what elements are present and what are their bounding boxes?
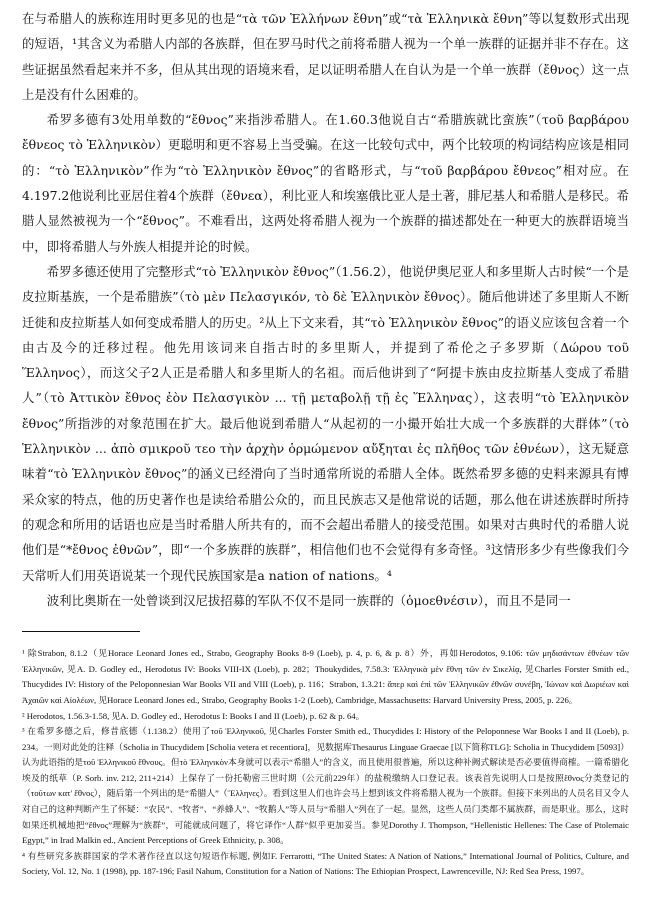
footnotes <box>22 646 629 880</box>
paragraph: 波利比奥斯在一处曾谈到汉尼拔招募的军队不仅不是同一族群的（ὁμοεθνέσιν），而且不是同一 <box>46 592 571 608</box>
footnote: ⁴ 有些研究多族群国家的学术著作径直以这句短语作标题, 例如F. Ferrarotti, “The United States: A Nation of Nations,” International Journal of Politics, Culture, and Society, Vol. 12, No. 1 (1998), pp. 187-196; Fasil Nahum, Constitution for a Nation of Nations: The Ethiopian Prospect, Lawrenceville, NJ: Red Sea Press, 1997。 <box>22 850 629 877</box>
main-text <box>22 6 629 613</box>
paragraph: 希罗多德还使用了完整形式“τὸ Ἑλληνικὸν ἔθνος”（1.56.2），他说伊奥尼亚人和多里斯人古时候“一个是皮拉斯基族，一个是希腊族”（τὸ μὲν Πελασγικόν, τὸ δὲ Ἑλληνικὸν ἔθνος）。随后他讲述了多里斯人不断迁徙和皮拉斯基人如何变成希腊人的历史。²从上下文来看，其“τὸ Ἑλληνικὸν ἔθνος”的语义应该包含着一个由古及今的迁移过程。他先用该词来自指古时的多里斯人，并提到了希伦之子多罗斯（Δώρου τοῦ Ἕλληνος），而这父子2人正是希腊人和多里斯人的名祖。而后他讲到了“阿提卡族由皮拉斯基人变成了希腊人”（τὸ Ἀττικὸν ἔθνος ἐὸν Πελασγικὸν ... τῇ μεταβολῇ τῇ ἐς Ἕλληνας），这表明“τὸ Ἑλληνικὸν ἔθνος”所指涉的对象范围在扩大。最后他说到希腊人“从起初的一小撮开始壮大成一个多族群的大群体”（τὸ Ἑλληνικὸν ... ἀπὸ σμικροῦ τεο τὴν ἀρχὴν ὁρμώμενον αὔξηται ἐς πλῆθος τῶν ἐθνέων），这无疑意味着“τὸ Ἑλληνικὸν ἔθνος”的涵义已经滑向了当时通常所说的希腊人全体。既然希罗多德的史料来源具有博采众家的特点，他的历史著作也是读给希腊公众的，而且民族志又是他常说的话题，那么他在讲述族群时所持的观念和所用的话语也应是当时希腊人所共有的，而不会超出希腊人的接受范围。如果对古典时代的希腊人说他们是“*ἔθνος ἐθνῶν”，即“一个多族群的族群”，相信他们也不会觉得有多奇怪。³这情形多少有些像我们今天常听人们用英语说某一个现代民族国家是a nation of nations。⁴ <box>22 263 629 583</box>
footnote-divider <box>22 631 140 632</box>
paragraph: 在与希腊人的族称连用时更多见的也是“τὰ τῶν Ἑλλήνων ἔθνη”或“τὰ Ἑλληνικὰ ἔθνη”等以复数形式出现的短语，¹其含义为希腊人内部的各族群，但在罗马时代之前将希腊人视为一个单一族群的证据并非不存在。这些证据虽然看起来并不多，但从其出现的语境来看，足以证明希腊人在自认为是一个单一族群（ἔθνος）这一点上是没有什么困难的。 <box>22 11 629 102</box>
paragraph: 希罗多德有3处用单数的“ἔθνος”来指涉希腊人。在1.60.3他说自古“希腊族就比蛮族”（τοῦ βαρβάρου ἔθνεος τὸ Ἑλληνικὸν）更聪明和更不容易上当受骗。在这一比较句式中，两个比较项的构词结构应该是相同的：“τὸ Ἑλληνικὸν”作为“τὸ Ἑλληνικὸν ἔθνος”的省略形式，与“τοῦ βαρβάρου ἔθνεος”相对应。在4.197.2他说利比亚居住着4个族群（ἔθνεα），利比亚人和埃塞俄比亚人是土著，腓尼基人和希腊人是移民。希腊人显然被视为一个“ἔθνος”。不难看出，这两处将希腊人视为一个族群的描述都处在一种更大的族群语境当中，即将希腊人与外族人相提并论的时候。 <box>22 112 629 254</box>
footnote: ² Herodotos, 1.56.3-1.58, 见A. D. Godley ed., Herodotus I: Books I and II (Loeb), p. 62 & p. 64。 <box>22 710 365 721</box>
footnote: ¹ 除Strabon, 8.1.2（见Horace Leonard Jones ed., Strabo, Geography Books 8-9 (Loeb), p. 4, p. 6, & p. 8）外，再如Herodotos, 9.106: τῶν μηδισάντων ἐθνέων τῶν Ἑλληνικῶν, 见A. D. Godley ed., Herodotus IV: Books VIII-IX (Loeb), p. 282；Thoukydides, 7.58.3: Ἑλληνικὰ μὲν ἔθνη τῶν ἐν Σικελίᾳ, 见Charles Forster Smith ed., Thucydides IV: History of the Peloponnesian War Books VII and VIII (Loeb), p. 116；Strabon, 1.3.21: ἅπερ καὶ ἐπὶ τῶν Ἑλληνικῶν ἐθνῶν συνέβη, Ἰώνων καὶ Δωριέων καὶ Ἀχαιῶν καὶ Αἰολέων, 见Horace Leonard Jones ed., Strabo, Geography Books 1-2 (Loeb), Cambridge, Massachusetts: Harvard University Press, 2005, p. 226。 <box>22 648 629 705</box>
footnote: ³ 在希罗多德之后，修昔底德（1.138.2）使用了τοῦ Ἑλληνικοῦ, 见Charles Forster Smith ed., Thucydides I: History of the Peloponnese War Books I and II (Loeb), p. 234。一则对此处的注释（Scholia in Thucydidem [Scholia vetera et recentiora]，见数据库Thesaurus Linguae Graecae [以下简称TLG]: Scholia in Thucydidem [5093]）认为此语指的是τοῦ Ἑλληνικοῦ ἔθνους。但τὸ Ἑλληνικὸν本身就可以表示“希腊人”的含义，而且使用很普遍，所以这种补阙式解读是否必要值得商榷。一篇希腊化埃及的纸草（P. Sorb. inv. 212, 211+214）上保存了一份托勒密三世时期（公元前229年）的盐税缴纳人口登记表。该表首先说明人口是按照ἔθνος分类登记的（τοῦτων κατ' ἔθνος），随后第一个列出的是“希腊人”（Ἕλληνες）。看到这里人们也许会马上想到该文件将希腊人视为一个族群。但接下来列出的人员名目又令人对自己的这种判断产生了怀疑：“农民”、“牧者”、“养蜂人”、“牧鹅人”等人员与“希腊人”列在了一起。显然，这些人员门类都不属族群，而是职业。那么，这时如果还机械地把“ἔθνος”理解为“族群”，可能就成问题了，将它译作“人群”似乎更加妥当。参见Dorothy J. Thompson, “Hellenistic Hellenes: The Case of Ptolemaic Egypt,” in Irad Malkin ed., Ancient Perceptions of Greek Ethnicity, p. 308。 <box>22 726 629 846</box>
